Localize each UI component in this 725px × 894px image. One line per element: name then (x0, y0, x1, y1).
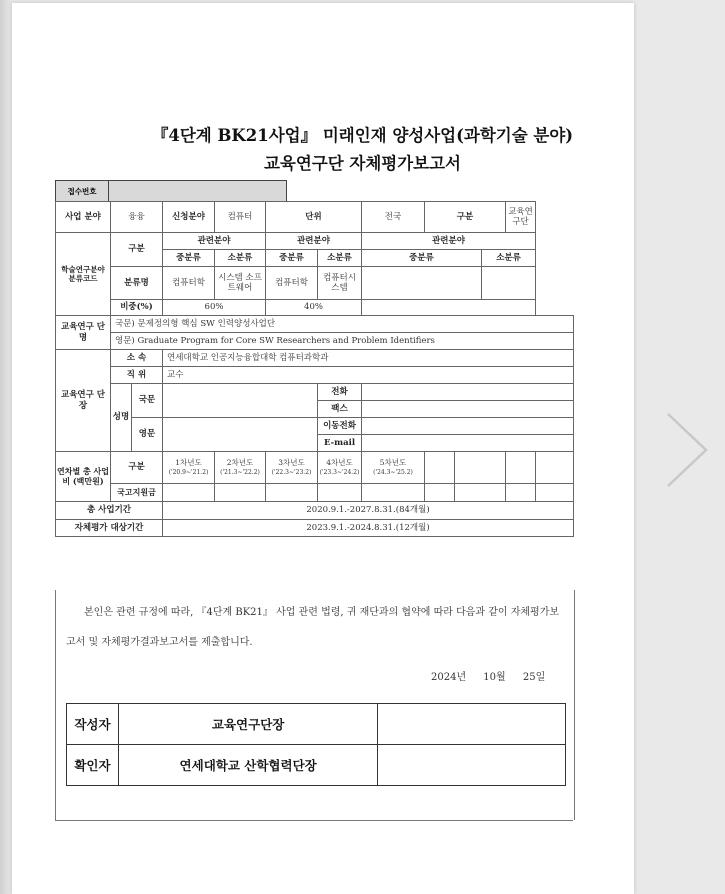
research-code-label: 학술연구분야 분류코드 (56, 233, 111, 316)
class-name-4: 컴퓨터시스템 (318, 267, 362, 300)
ratio-3 (362, 300, 536, 316)
report-title-line1: 『4단계 BK21사업』 미래인재 양성사업(과학기술 분야) (151, 126, 574, 145)
table-row (56, 233, 574, 250)
statement-box-bottom (55, 820, 573, 821)
table-row (56, 384, 574, 401)
fund-1 (163, 484, 215, 502)
year-2 (215, 452, 266, 484)
table-row (56, 484, 574, 502)
apply-field-value: 컴퓨터 (215, 202, 266, 233)
table-row (56, 300, 574, 316)
fax-value (362, 401, 574, 418)
fax-label: 팩스 (318, 401, 362, 418)
year-2-label: 2차년도 (226, 458, 254, 468)
year-3 (266, 452, 318, 484)
receipt-number-label: 접수번호 (56, 181, 109, 202)
eval-period-value: 2023.9.1.-2024.8.31.(12개월) (163, 520, 574, 537)
class-name-3: 컴퓨터학 (266, 267, 318, 300)
class-name-1: 컴퓨터학 (163, 267, 215, 300)
fund-5 (362, 484, 425, 502)
receipt-number-value (109, 181, 286, 202)
checker-value: 연세대학교 산학협력단장 (118, 745, 377, 786)
class-name-label: 분류명 (111, 267, 163, 300)
table-row (56, 267, 574, 300)
year-3-label: 3차년도 (278, 458, 305, 468)
affiliation-label: 소 속 (111, 350, 163, 367)
korean-name-label: 국문 (132, 384, 163, 418)
mid-class-1: 중분류 (163, 250, 215, 267)
table-row (56, 350, 574, 367)
year-empty-2 (455, 452, 506, 484)
ratio-label: 비중(%) (111, 300, 163, 316)
year-4-label: 4차년도 (326, 458, 353, 468)
table-row (56, 367, 574, 384)
year-3-period: ('22.3~'23.2) (271, 469, 312, 477)
writer-signature (378, 704, 566, 745)
year-empty-1 (425, 452, 455, 484)
korean-name-value (163, 384, 318, 418)
checker-signature (378, 745, 566, 786)
table-row (56, 202, 574, 233)
next-page-chevron-icon[interactable] (662, 410, 710, 490)
mobile-value (362, 418, 574, 435)
small-class-1: 소분류 (215, 250, 266, 267)
writer-label: 작성자 (67, 704, 119, 745)
fund-4 (318, 484, 362, 502)
year-empty-3 (506, 452, 536, 484)
table-row (56, 520, 574, 537)
unit-value: 전국 (362, 202, 425, 233)
fund-8 (506, 484, 536, 502)
class-name-2: 시스템 소프트웨어 (215, 267, 266, 300)
budget-label: 연차별 총 사업비 (백만원) (56, 452, 111, 502)
year-4 (318, 452, 362, 484)
class-name-6 (482, 267, 536, 300)
total-period-label: 총 사업기간 (56, 502, 163, 520)
report-info-table (55, 201, 574, 537)
type-value: 교육연구단 (506, 202, 536, 233)
related-field-3: 관련분야 (362, 233, 536, 250)
group-name-en: 영문) Graduate Program for Core SW Researchers and Problem Identifiers (111, 333, 574, 350)
table-row (67, 704, 566, 745)
writer-value: 교육연구단장 (118, 704, 377, 745)
year-5-period: ('24.3~'25.2) (373, 469, 413, 477)
year-1-label: 1차년도 (175, 458, 202, 468)
table-row (56, 452, 574, 484)
eval-period-label: 자체평가 대상기간 (56, 520, 163, 537)
submission-date: 2024년 10월 25일 (431, 672, 546, 683)
ratio-2: 40% (266, 300, 362, 316)
group-name-kr: 국문) 문제정의형 핵심 SW 인력양성사업단 (111, 316, 574, 333)
related-field-1: 관련분야 (163, 233, 266, 250)
table-row (56, 418, 574, 435)
position-label: 직 위 (111, 367, 163, 384)
table-row (56, 316, 574, 333)
related-field-2: 관련분야 (266, 233, 362, 250)
submission-statement: 본인은 관련 규정에 따라, 『4단계 BK21』 사업 관련 법령, 귀 재단과의 협약에 따라 다음과 같이 자체평가보고서 및 자체평가결과보고서를 제출합니다. (66, 607, 560, 648)
mid-class-3: 중분류 (362, 250, 482, 267)
leader-label: 교육연구 단장 (56, 350, 111, 452)
year-empty-4 (536, 452, 574, 484)
email-label: E-mail (318, 435, 362, 452)
total-period-value: 2020.9.1.-2027.8.31.(84개월) (163, 502, 574, 520)
phone-label: 전화 (318, 384, 362, 401)
year-1 (163, 452, 215, 484)
code-gubun-label: 구분 (111, 233, 163, 267)
affiliation-value: 연세대학교 인공지능융합대학 컴퓨터과학과 (163, 350, 574, 367)
year-4-period: ('23.3~'24.2) (319, 469, 360, 477)
national-fund-label: 국고지원금 (111, 484, 163, 502)
person-name-label: 성명 (111, 384, 132, 452)
checker-label: 확인자 (67, 745, 119, 786)
small-class-3: 소분류 (482, 250, 536, 267)
year-2-period: ('21.3~'22.2) (220, 469, 260, 477)
type-label: 구분 (425, 202, 506, 233)
biz-field-label: 사업 분야 (56, 202, 111, 233)
mobile-label: 이동전화 (318, 418, 362, 435)
email-value (362, 435, 574, 452)
fund-9 (536, 484, 574, 502)
fund-3 (266, 484, 318, 502)
year-5-label: 5차년도 (379, 458, 407, 468)
biz-field-value: 융융 (111, 202, 163, 233)
phone-value (362, 384, 574, 401)
english-name-label: 영문 (132, 418, 163, 452)
english-name-value (163, 418, 318, 452)
table-row (67, 745, 566, 786)
table-row (56, 333, 574, 350)
year-5 (362, 452, 425, 484)
fund-2 (215, 484, 266, 502)
budget-gubun-label: 구분 (111, 452, 163, 484)
ratio-1: 60% (163, 300, 266, 316)
signature-table (66, 703, 566, 786)
fund-7 (455, 484, 506, 502)
table-row (56, 502, 574, 520)
year-1-period: ('20.9~'21.2) (168, 469, 209, 477)
apply-field-label: 신청분야 (163, 202, 215, 233)
small-class-2: 소분류 (318, 250, 362, 267)
class-name-5 (362, 267, 482, 300)
receipt-number-box (55, 180, 287, 202)
fund-6 (425, 484, 455, 502)
unit-label: 단위 (266, 202, 362, 233)
group-name-label: 교육연구 단명 (56, 316, 111, 350)
mid-class-2: 중분류 (266, 250, 318, 267)
report-title-line2: 교육연구단 자체평가보고서 (263, 154, 461, 173)
position-value: 교수 (163, 367, 574, 384)
